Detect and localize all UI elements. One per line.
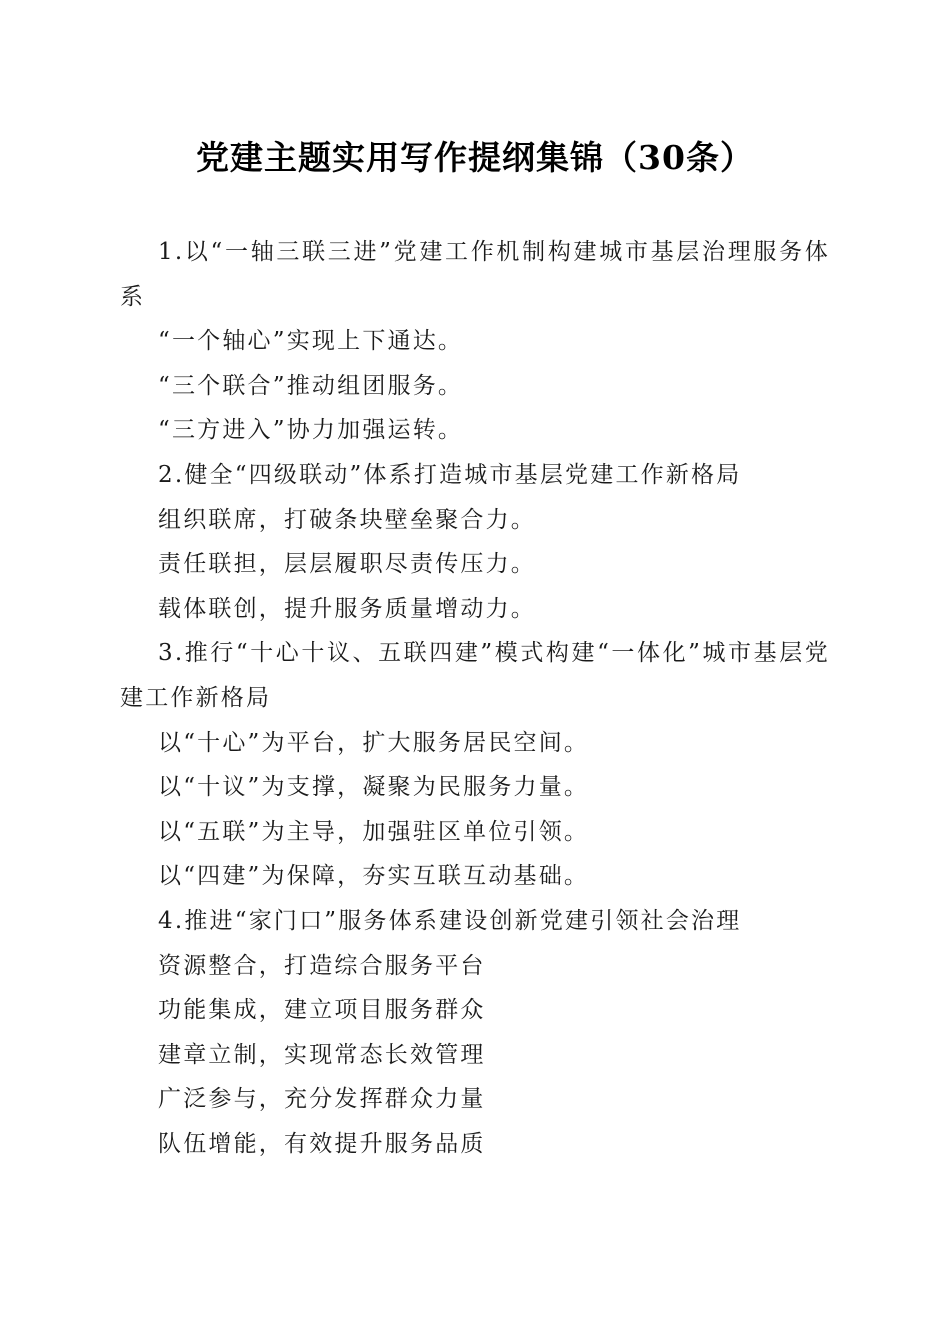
paragraph: 以“十议”为支撑，凝聚为民服务力量。 bbox=[158, 774, 590, 801]
paragraph: “三方进入”协力加强运转。 bbox=[158, 417, 464, 444]
paragraph: 队伍增能，有效提升服务品质 bbox=[158, 1130, 486, 1157]
heading-2: 2.健全“四级联动”体系打造城市基层党建工作新格局 bbox=[158, 461, 742, 488]
paragraph: 以“十心”为平台，扩大服务居民空间。 bbox=[158, 729, 590, 756]
paragraph: 以“五联”为主导，加强驻区单位引领。 bbox=[158, 818, 590, 845]
paragraph: 建章立制，实现常态长效管理 bbox=[158, 1041, 486, 1068]
paragraph: 功能集成，建立项目服务群众 bbox=[158, 997, 486, 1024]
heading-1: 1.以“一轴三联三进”党建工作机制构建城市基层治理服务体系 bbox=[120, 239, 830, 310]
heading-4: 4.推进“家门口”服务体系建设创新党建引领社会治理 bbox=[158, 907, 742, 934]
paragraph: 广泛参与，充分发挥群众力量 bbox=[158, 1086, 486, 1113]
paragraph: 组织联席，打破条块壁垒聚合力。 bbox=[158, 506, 536, 533]
paragraph: “一个轴心”实现上下通达。 bbox=[158, 328, 464, 355]
paragraph: 载体联创，提升服务质量增动力。 bbox=[158, 595, 536, 622]
paragraph: “三个联合”推动组团服务。 bbox=[158, 372, 464, 399]
paragraph: 责任联担，层层履职尽责传压力。 bbox=[158, 551, 536, 578]
heading-3: 3.推行“十心十议、五联四建”模式构建“一体化”城市基层党建工作新格局 bbox=[120, 640, 830, 711]
document-body bbox=[120, 230, 830, 1166]
document-title: 党建主题实用写作提纲集锦（30条） bbox=[196, 138, 754, 177]
paragraph: 以“四建”为保障，夯实互联互动基础。 bbox=[158, 863, 590, 890]
paragraph: 资源整合，打造综合服务平台 bbox=[158, 952, 486, 979]
